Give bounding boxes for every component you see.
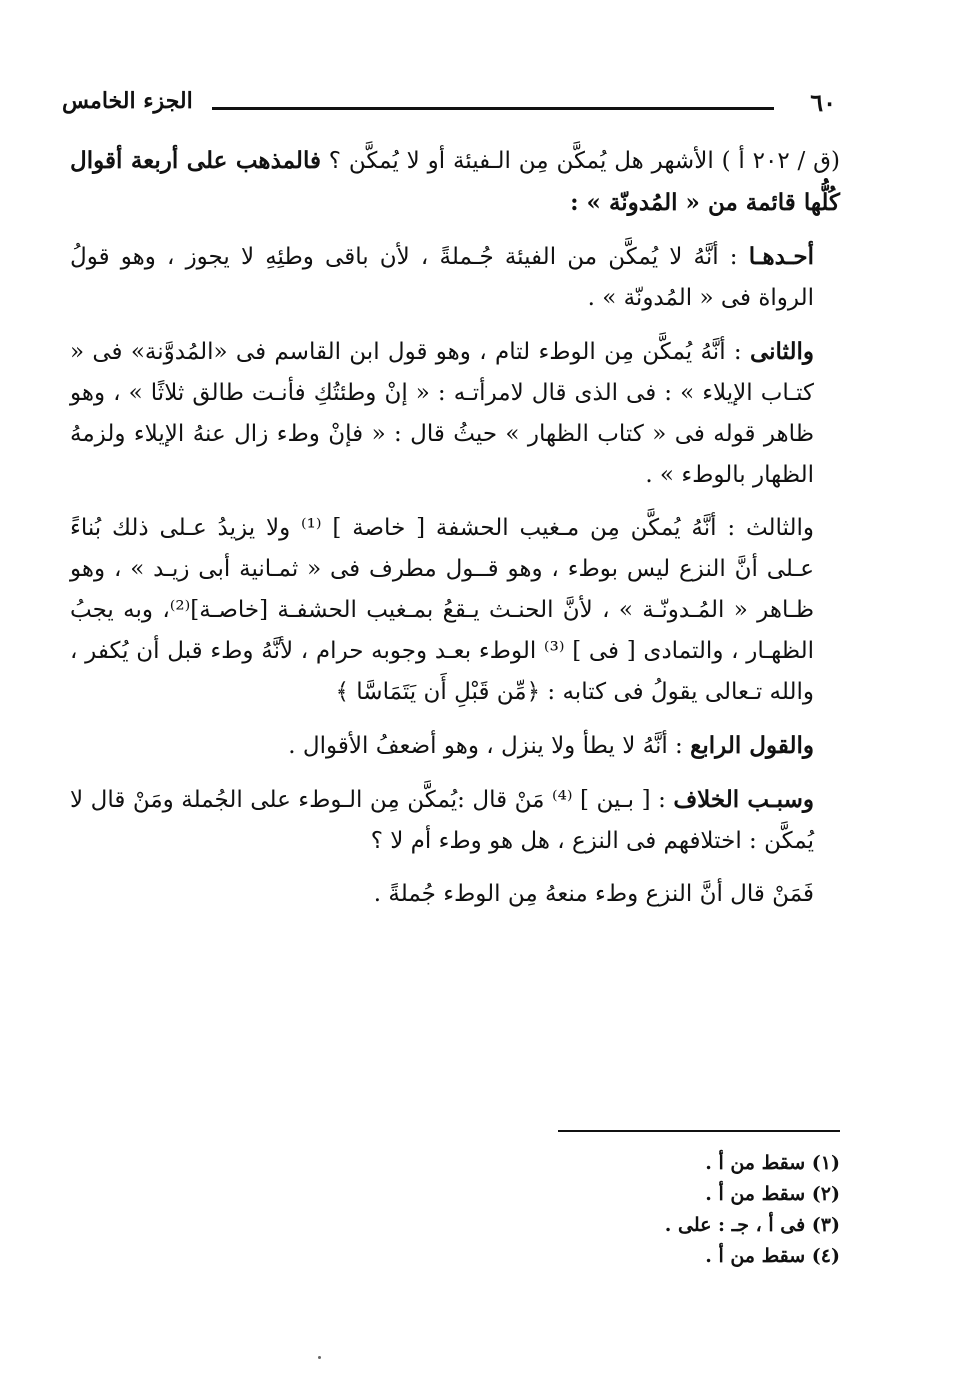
paragraph-text: : أنَّهُ يُمكَّن مِن الوطء لتام ، وهو قول ابن القاسم فى «المُدوَّنة» فى « كتـاب الإيلاء » : فى الذى قال لامرأتـه : « إنْ وطئتُكِ فأنـت طالق ثلاثًا » ، وهو ظاهر قوله فى « كتاب الظهار » حيثُ قال : « فإنْ وطء زال عنهُ الإيلاء ولزمهُ الظهار بالوطء » . [70,339,814,488]
paragraph-third-opinion [70,508,840,713]
paragraph-fourth-opinion [70,725,840,767]
paragraph-lead: وسبـب الخلاف [673,786,814,813]
header-rule [212,107,774,110]
paragraph-bold-tail: فالمذهب على أربعة أقوال كُلُّها قائمة من « المُدونّة » : [70,147,840,216]
paragraph-text: فَمَنْ قال أنَّ النزع وطء منعهُ مِن الوطء جُملةً . [373,881,814,907]
paragraph-lead: والقول الرابع [690,732,814,759]
paragraph-text: (ق / ٢٠٢ أ ) الأشهر هل يُمكَّن مِن الـفيئة أو لا يُمكَّن ؟ [320,148,840,174]
running-title: الجزء الخامس [62,88,193,114]
footnote-separator [558,1130,840,1132]
footnote-1: (١) سقط من أ . [705,1152,840,1174]
footnotes [400,1148,840,1272]
paragraph-text: : أنَّهُ لا يطأ ولا ينزل ، وهو أضعفُ الأقوال . [288,733,691,759]
footnote-3: (٣) فى أ ، جـ : على . [664,1214,840,1236]
paragraph-text: والثالث : أنَّهُ يُمكَّن مِن مـغيب الحشفة [ خاصة ] ⁽¹⁾ ولا يزيدُ عـلى ذلك بُناءً عـلى أنَّ النزع ليس بوطء ، وهو قــول مطرف فى « ثمـانية أبى زيـد » ، وهو ظـاهر « المُـدونّـة » ، لأنَّ الحنـث يـقعُ بمـغيب الحشفـة [خاصـة]⁽²⁾، وبه يجبُ الظهـار ، والتمادى [ فى ] ⁽³⁾ الوطء بعـد وجوبه حرام ، لأنَّهُ وطء قبل أن يُكفر ، والله تـعالى يقولُ فى كتابه : ﴿مِّن قَبْلِ أَن يَتَمَاسَّا ﴾ [70,515,814,705]
paragraph-conclusion [70,874,840,915]
paragraph-intro [70,140,840,224]
footnote-2: (٢) سقط من أ . [705,1183,840,1205]
paragraph-text: : [ بـين ] ⁽⁴⁾ مَنْ قال :يُمكَّن مِن الـوطء على الجُملة ومَنْ قال لا يُمكَّن : اختلافهم فى النزع ، هل هو وطء أم لا ؟ [70,787,814,854]
page-number: ٦٠ [810,88,836,117]
paragraph-text: : أنَّهُ لا يُمكَّن من الفيئة جُـملةً ، لأن باقى وطئِهِ لا يجوز ، وهو قولُ الرواة فى « المُدونّة » . [70,244,814,311]
paragraph-cause-of-disagreement [70,779,840,862]
print-speck [318,1356,321,1359]
footnote-4: (٤) سقط من أ . [705,1245,840,1267]
main-text [70,140,840,927]
paragraph-lead: والثانى [749,338,814,365]
paragraph-lead: أحـدهـا [748,243,814,270]
paragraph-second-opinion [70,331,840,496]
page-header [62,88,836,124]
paragraph-first-opinion [70,236,840,319]
